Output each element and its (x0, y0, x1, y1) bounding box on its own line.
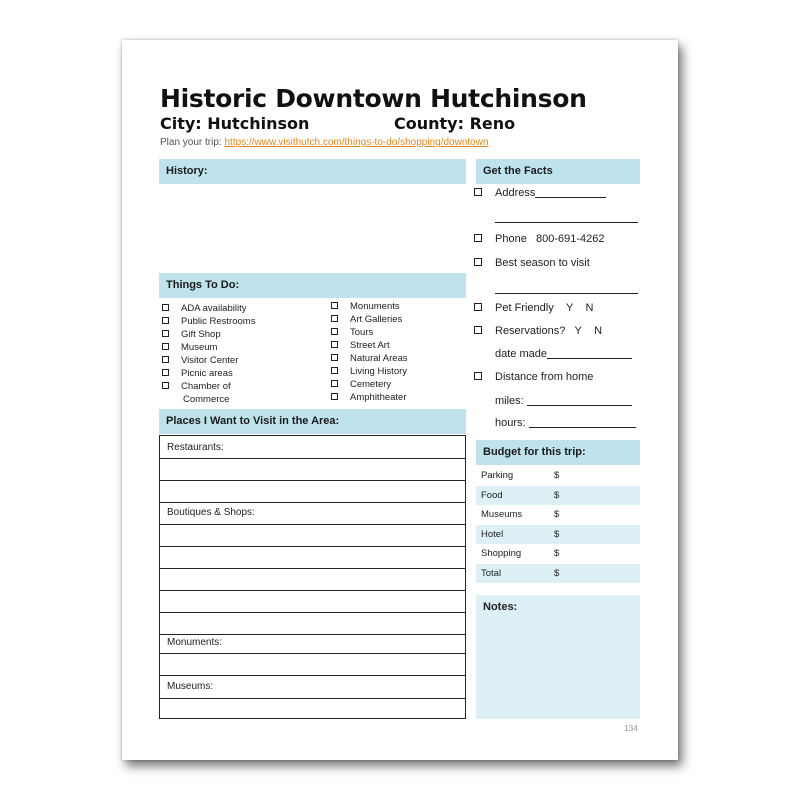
places-table (159, 435, 466, 719)
checkbox-icon[interactable] (474, 258, 482, 266)
checklist-item[interactable]: Picnic areas (162, 367, 255, 380)
best-season-field[interactable]: Best season to visit (474, 257, 590, 269)
phone-field: Phone 800-691-4262 (474, 233, 605, 245)
checklist-item[interactable]: Amphitheater (331, 391, 408, 404)
checkbox-icon[interactable] (474, 372, 482, 380)
date-made-field[interactable]: date made (495, 348, 632, 360)
checklist-item[interactable]: Tours (331, 326, 408, 339)
plan-trip-line (160, 137, 489, 148)
things-to-do-right-list (331, 300, 408, 404)
budget-row[interactable]: Shopping $ (481, 548, 560, 559)
checkbox-icon[interactable] (162, 304, 169, 311)
checkbox-icon[interactable] (331, 367, 338, 374)
checkbox-icon[interactable] (331, 393, 338, 400)
checkbox-icon[interactable] (162, 330, 169, 337)
checkbox-icon[interactable] (474, 326, 482, 334)
things-to-do-left-list (162, 302, 255, 406)
facts-header: Get the Facts (476, 159, 640, 184)
checkbox-icon[interactable] (162, 382, 169, 389)
plan-label: Plan your trip: (160, 137, 222, 148)
checkbox-icon[interactable] (474, 188, 482, 196)
checkbox-icon[interactable] (331, 380, 338, 387)
budget-row[interactable]: Food $ (476, 486, 640, 506)
checklist-item[interactable]: Cemetery (331, 378, 408, 391)
checkbox-icon[interactable] (162, 369, 169, 376)
checkbox-icon[interactable] (474, 234, 482, 242)
page-number: 134 (623, 723, 638, 733)
budget-row[interactable]: Total $ (476, 564, 640, 584)
checklist-item[interactable]: Chamber of (162, 380, 255, 393)
museums-label: Museums: (167, 681, 214, 692)
pet-friendly-field[interactable]: Pet Friendly Y N (474, 302, 593, 314)
checklist-item-continued: Commerce (183, 394, 230, 405)
county-label: County: Reno (394, 114, 516, 133)
checkbox-icon[interactable] (331, 315, 338, 322)
reservations-field[interactable]: Reservations? Y N (474, 325, 602, 337)
checkbox-icon[interactable] (162, 356, 169, 363)
checklist-item[interactable]: Natural Areas (331, 352, 408, 365)
restaurants-label: Restaurants: (167, 442, 224, 453)
checkbox-icon[interactable] (162, 317, 169, 324)
hours-field[interactable]: hours: (495, 417, 636, 429)
checklist-item[interactable]: Monuments (331, 300, 408, 313)
address-field[interactable]: Address (474, 187, 606, 199)
checkbox-icon[interactable] (331, 341, 338, 348)
checklist-item[interactable]: Art Galleries (331, 313, 408, 326)
checklist-item[interactable]: Public Restrooms (162, 315, 255, 328)
miles-field[interactable]: miles: (495, 395, 632, 407)
checkbox-icon[interactable] (331, 354, 338, 361)
checkbox-icon[interactable] (474, 303, 482, 311)
checklist-item[interactable]: Living History (331, 365, 408, 378)
checklist-item[interactable]: Visitor Center (162, 354, 255, 367)
budget-row[interactable]: Hotel $ (476, 525, 640, 545)
checkbox-icon[interactable] (162, 343, 169, 350)
city-label: City: Hutchinson (160, 114, 310, 133)
history-header: History: (159, 159, 466, 184)
boutiques-label: Boutiques & Shops: (167, 507, 255, 518)
plan-url-link[interactable]: https://www.visithutch.com/things-to-do/shopping/downtown (224, 137, 489, 148)
phone-number: 800-691-4262 (535, 233, 605, 245)
budget-row[interactable]: Museums $ (481, 509, 560, 520)
worksheet-page (122, 40, 678, 760)
checkbox-icon[interactable] (331, 328, 338, 335)
checklist-item[interactable]: Street Art (331, 339, 408, 352)
things-to-do-header: Things To Do: (159, 273, 466, 298)
budget-header: Budget for this trip: (476, 440, 640, 465)
notes-box[interactable] (476, 595, 640, 719)
places-header: Places I Want to Visit in the Area: (159, 409, 466, 434)
checklist-item[interactable]: Museum (162, 341, 255, 354)
monuments-label: Monuments: (167, 637, 223, 648)
checklist-item[interactable]: ADA availability (162, 302, 255, 315)
distance-field: Distance from home (474, 371, 593, 383)
checkbox-icon[interactable] (331, 302, 338, 309)
notes-header: Notes: (483, 601, 518, 613)
checklist-item[interactable]: Gift Shop (162, 328, 255, 341)
budget-row[interactable]: Parking $ (481, 470, 560, 481)
page-title: Historic Downtown Hutchinson (160, 84, 587, 113)
